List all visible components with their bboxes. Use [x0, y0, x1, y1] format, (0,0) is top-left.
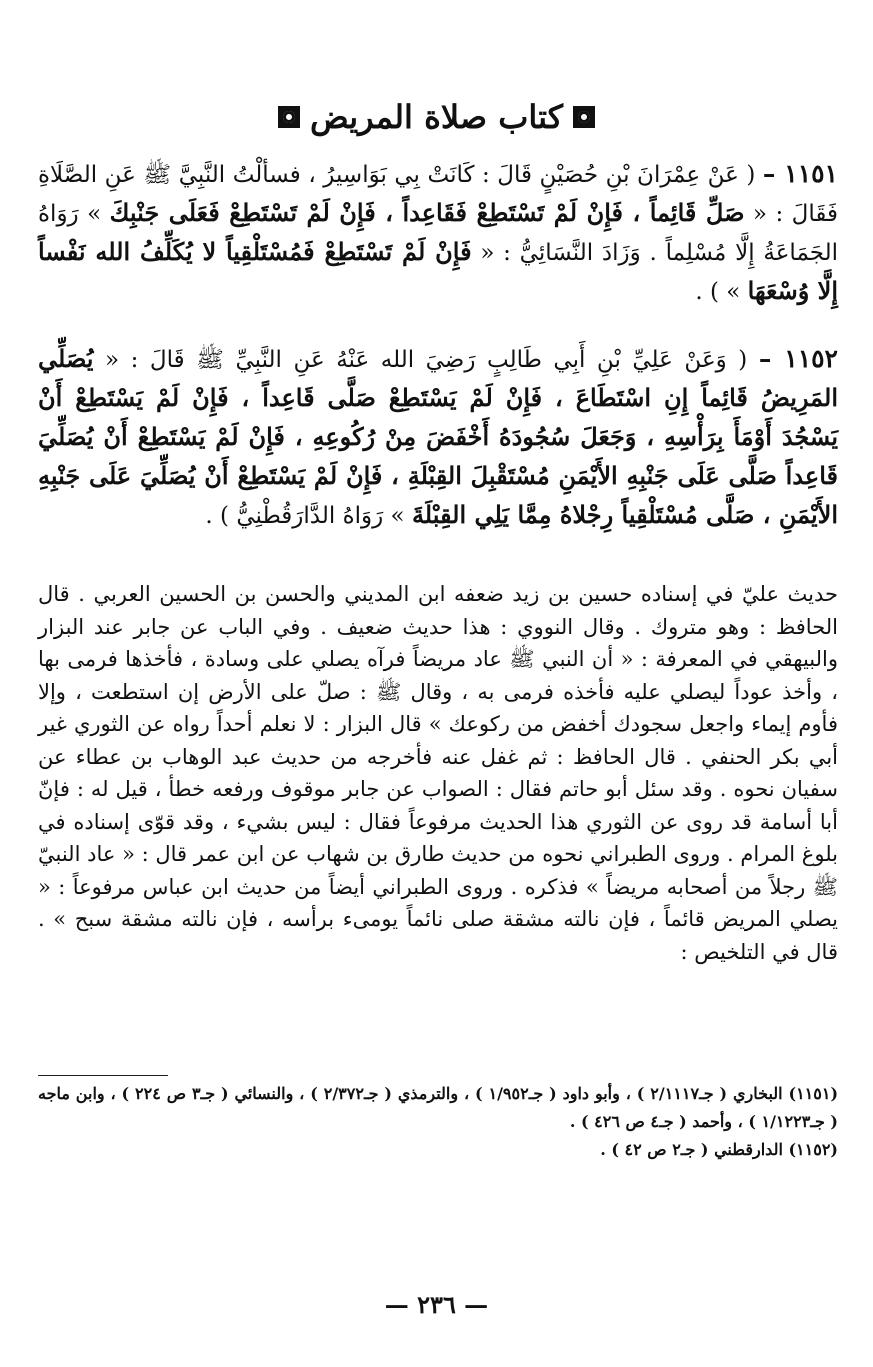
hadith-intro: ( وَعَنْ عَلِيِّ بْنِ أَبِي طَالِبٍ رَضِيَ الله عَنْهُ عَنِ النَّبِيِّ ﷺ قَالَ : « [93, 347, 748, 373]
hadith-1152 [38, 340, 838, 535]
page-number: — ٢٣٦ — [384, 1290, 489, 1319]
hadith-end: » رَوَاهُ الدَّارَقُطْنِيُّ ) . [205, 503, 412, 529]
footnotes [38, 1080, 838, 1164]
hadith-intro: ( عَنْ عِمْرَانَ بْنِ حُصَيْنٍ قَالَ : كَانَتْ بِي بَوَاسِيرُ ، فسألْتُ النَّبِيَّ ﷺ عَنِ الصَّلَاةِ فَقَالَ : « [38, 162, 839, 227]
hadith-1151 [38, 155, 838, 311]
ornament-icon [278, 106, 300, 128]
commentary: حديث عليّ في إسناده حسين بن زيد ضعفه ابن المديني والحسن بن الحسين العربي . قال الحافظ : وهو متروك . وقال النووي : هذا حديث ضعيف . وفي الباب عن جابر عند البزار والبيهقي في المعرفة : « أن النبي ﷺ عاد مريضاً فرآه يصلي على وسادة ، فأخذها فرمى بها ، وأخذ عوداً ليصلي عليه فأخذه فرمى به ، وقال ﷺ : صلّ على الأرض إن استطعت ، وإلا فأوم إيماء واجعل سجودك أخفض من ركوعك » قال البزار : لا نعلم أحداً رواه عن الثوري غير أبي بكر الحنفي . قال الحافظ : ثم غفل عنه فأخرجه من حديث عبد الوهاب بن عطاء عن سفيان نحوه . وقد سئل أبو حاتم فقال : الصواب عن جابر موقوف ورفعه خطأ ، قيل له : فإنّ أبا أسامة قد روى عن الثوري هذا الحديث مرفوعاً فقال : ليس بشيء ، وقد قوّى إسناده في بلوغ المرام . وروى الطبراني نحوه من حديث طارق بن شهاب عن ابن عمر قال : « عاد النبيّ ﷺ رجلاً من أصحابه مريضاً » فذكره . وروى الطبراني أيضاً من حديث ابن عباس مرفوعاً : « يصلي المريض قائماً ، فإن نالته مشقة صلى نائماً يومىء برأسه ، فإن نالته مشقة سبح » . قال في التلخيص : [38, 582, 838, 964]
hadith-number: ١١٥١ – [762, 159, 838, 188]
hadith-text-bold: يُصَلِّي المَرِيضُ قَائِماً إِنِ اسْتَطَاعَ ، فَإِنْ لَمْ يَسْتَطِعْ صَلَّى قَاعِداً ، فَإِنْ لَمْ يَسْتَطِعْ أَنْ يَسْجُدَ أَوْمَأَ بِرَأْسِهِ ، وَجَعَلَ سُجُودَهُ أَخْفَضَ مِنْ رُكُوعِهِ ، فَإِنْ لَمْ يَسْتَطِعْ أَنْ يُصَلِّيَ قَاعِداً صَلَّى عَلَى جَنْبِهِ الأَيْمَنِ مُسْتَقْبِلَ القِبْلَةِ ، فَإِنْ لَمْ يَسْتَطِعْ أَنْ يُصَلِّيَ عَلَى جَنْبِهِ الأَيْمَنِ ، صَلَّى مُسْتَلْقِياً رِجْلاهُ مِمَّا يَلِي القِبْلَةَ [38, 344, 839, 529]
chapter-title-text: كتاب صلاة المريض [310, 98, 563, 136]
hadith-narration: » رَوَاهُ الجَمَاعَةُ إِلَّا مُسْلِماً . وَزَادَ النَّسَائِيُّ : « [38, 201, 838, 266]
hadith-number: ١١٥٢ – [758, 344, 838, 373]
footnote-1151: (١١٥١) البخاري ( جـ٢/١١١٧ ) ، وأبو داود ( جـ١/٩٥٢ ) ، والترمذي ( جـ٢/٣٧٢ ) ، والنسائي ( جـ٣ ص ٢٢٤ ) ، وابن ماجه ( جـ١/١٢٢٣ ) ، وأحمد ( جـ٤ ص ٤٢٦ ) . [38, 1084, 839, 1131]
hadith-end: » ) . [695, 279, 748, 305]
footnote-divider [38, 1075, 168, 1076]
chapter-title [0, 92, 873, 142]
ornament-icon [573, 106, 595, 128]
hadith-text-bold: صَلِّ قَائِماً ، فَإِنْ لَمْ تَسْتَطِعْ فَقَاعِداً ، فَإِنْ لَمْ تَسْتَطِعْ فَعَلَى جَنْبِكَ [109, 198, 745, 227]
hadith-addition-bold: فَإِنْ لَمْ تَسْتَطِعْ فَمُسْتَلْقِياً لا يُكَلِّفُ الله نَفْساً إِلَّا وُسْعَهَا [38, 237, 838, 305]
footnote-1152: (١١٥٢) الدارقطني ( جـ٢ ص ٤٢ ) . [600, 1140, 838, 1159]
